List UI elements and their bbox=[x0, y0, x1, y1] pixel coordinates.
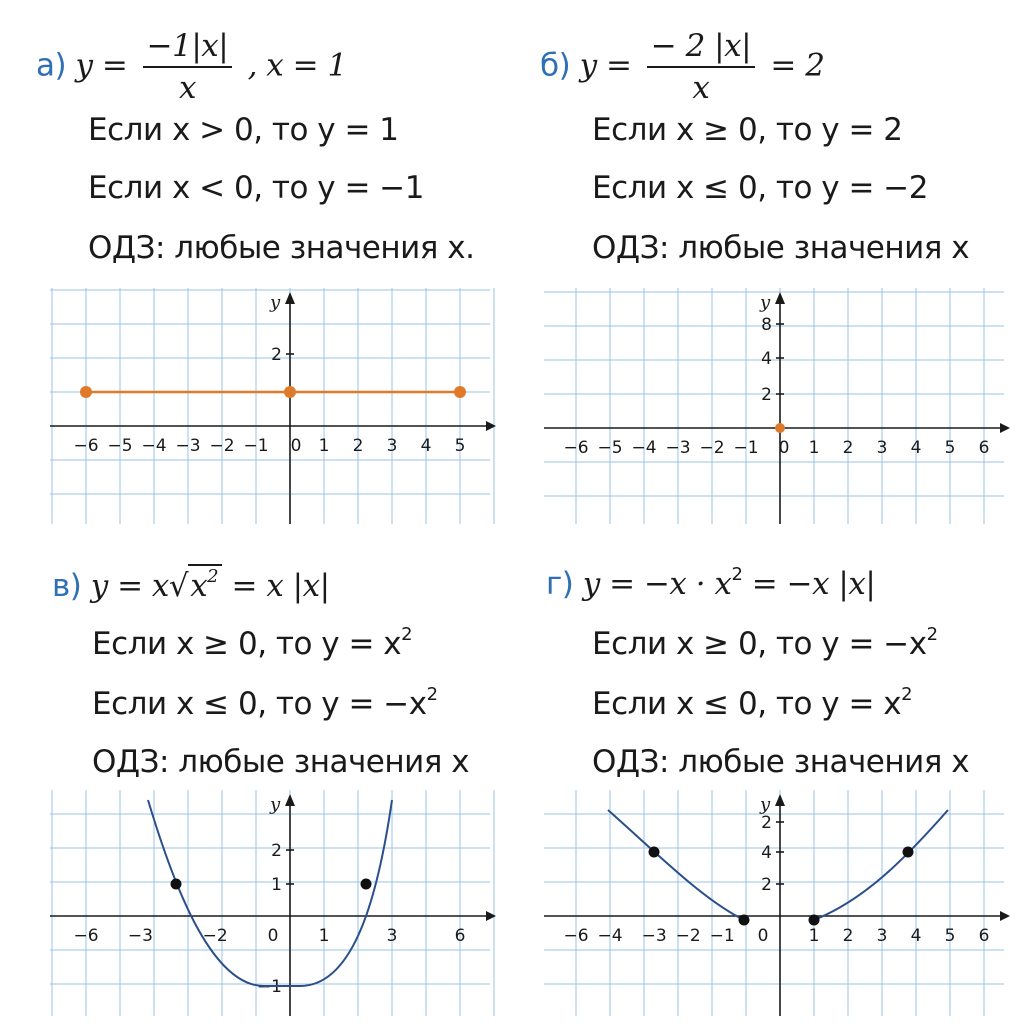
x-tick-label: 1 bbox=[318, 436, 330, 456]
panel-letter: г) bbox=[546, 566, 574, 602]
y-tick-label: 8 bbox=[761, 315, 772, 335]
formula-tail: , x = 1 bbox=[247, 47, 347, 84]
x-tick-label: −4 bbox=[597, 926, 623, 946]
x-tick-label: 2 bbox=[842, 438, 854, 458]
rule-2-text: Если x ≤ 0, то y = x bbox=[592, 686, 902, 722]
y-axis-arrow bbox=[775, 292, 785, 304]
domain-text: ОДЗ: любые значения x bbox=[592, 230, 970, 266]
x-tick-label: 3 bbox=[876, 926, 888, 946]
data-point bbox=[171, 879, 182, 890]
x-tick-label: −4 bbox=[631, 438, 657, 458]
x-tick-label: −2 bbox=[699, 438, 725, 458]
rule-1: Если x > 0, то y = 1 bbox=[88, 112, 399, 148]
x-tick-label: −3 bbox=[641, 926, 667, 946]
rule-1-text: Если x ≥ 0, то y = −x bbox=[592, 626, 927, 662]
x-tick-label: 6 bbox=[978, 438, 990, 458]
x-tick-label: 4 bbox=[420, 436, 432, 456]
formula-exponent: 2 bbox=[731, 564, 743, 585]
domain-text: ОДЗ: любые значения x bbox=[592, 744, 970, 780]
rule-2 bbox=[92, 684, 438, 722]
domain-text: ОДЗ: любые значения x bbox=[92, 744, 470, 780]
y-axis-label: y bbox=[760, 292, 771, 313]
data-point bbox=[739, 915, 750, 926]
rule-2: Если x < 0, то y = −1 bbox=[88, 170, 425, 206]
x-tick-label: 2 bbox=[842, 926, 854, 946]
numerator: −1|x| bbox=[143, 28, 233, 68]
grid bbox=[544, 288, 1004, 524]
panel-letter: в) bbox=[52, 568, 82, 604]
y-axis-arrow bbox=[775, 794, 785, 806]
formula-c bbox=[52, 564, 330, 604]
x-tick-label: −3 bbox=[127, 926, 153, 946]
x-tick-label: 1 bbox=[318, 926, 330, 946]
rule-1-exponent: 2 bbox=[926, 624, 938, 645]
data-point bbox=[649, 847, 660, 858]
x-tick-label: −1 bbox=[733, 438, 759, 458]
x-tick-label: −6 bbox=[563, 926, 589, 946]
x-tick-label: 0 bbox=[757, 926, 769, 946]
y-tick-label: 2 bbox=[761, 875, 772, 895]
formula-lhs: y = bbox=[579, 47, 632, 84]
y-tick-label: 4 bbox=[761, 843, 772, 863]
series-curve-right bbox=[814, 810, 948, 920]
graph-c bbox=[50, 790, 500, 1016]
x-tick-label: −3 bbox=[175, 436, 201, 456]
x-tick-label: 5 bbox=[454, 436, 466, 456]
x-tick-label: 6 bbox=[454, 926, 466, 946]
graph-b bbox=[544, 288, 1014, 524]
rule-1-text: Если x ≥ 0, то y = x bbox=[92, 626, 402, 662]
graph-a bbox=[50, 288, 500, 524]
x-tick-label: 4 bbox=[910, 926, 922, 946]
series-curve-left bbox=[608, 810, 744, 920]
numerator: − 2 |x| bbox=[647, 28, 755, 68]
rule-2 bbox=[592, 684, 912, 722]
y-axis-label: y bbox=[270, 794, 281, 815]
formula-tail: = −x |x| bbox=[742, 566, 876, 602]
y-tick-label: 4 bbox=[761, 349, 772, 369]
x-tick-label: −1 bbox=[709, 926, 735, 946]
formula-lhs: y = bbox=[75, 47, 128, 84]
x-tick-label: −2 bbox=[202, 926, 228, 946]
y-axis-label: y bbox=[270, 292, 281, 313]
sqrt-sign: √ bbox=[168, 568, 189, 604]
x-tick-label: 4 bbox=[910, 438, 922, 458]
x-tick-label: −3 bbox=[665, 438, 691, 458]
data-point bbox=[809, 915, 820, 926]
x-tick-label: 2 bbox=[352, 436, 364, 456]
x-tick-label: −1 bbox=[243, 436, 269, 456]
denominator: x bbox=[692, 70, 710, 106]
x-tick-label: 1 bbox=[808, 438, 820, 458]
data-point bbox=[284, 386, 296, 398]
x-tick-label: 3 bbox=[876, 438, 888, 458]
panel-letter: б) bbox=[540, 47, 571, 84]
x-tick-label: −2 bbox=[675, 926, 701, 946]
panel-letter: а) bbox=[36, 47, 67, 84]
x-axis-arrow bbox=[1000, 423, 1010, 433]
radicand-exponent: 2 bbox=[207, 566, 219, 587]
denominator: x bbox=[178, 70, 196, 106]
x-tick-label: −4 bbox=[141, 436, 167, 456]
formula-tail: = 2 bbox=[770, 47, 825, 84]
x-tick-label: 0 bbox=[778, 438, 790, 458]
x-tick-label: −6 bbox=[563, 438, 589, 458]
x-axis-arrow bbox=[1000, 911, 1010, 921]
data-point bbox=[80, 386, 92, 398]
formula-tail: = x |x| bbox=[231, 568, 330, 604]
formula-b bbox=[540, 28, 824, 106]
grid bbox=[50, 288, 494, 524]
radicand bbox=[188, 564, 222, 604]
domain-text: ОДЗ: любые значения x. bbox=[88, 230, 475, 266]
x-tick-label: 5 bbox=[944, 926, 956, 946]
x-tick-label: −2 bbox=[209, 436, 235, 456]
y-tick-label: 2 bbox=[271, 841, 282, 861]
rule-1: Если x ≥ 0, то y = 2 bbox=[592, 112, 903, 148]
radicand-base: x bbox=[190, 568, 208, 604]
rule-1-exponent: 2 bbox=[401, 624, 413, 645]
x-tick-label: 3 bbox=[386, 436, 398, 456]
x-tick-label: 3 bbox=[386, 926, 398, 946]
rule-2: Если x ≤ 0, то y = −2 bbox=[592, 170, 929, 206]
rule-2-exponent: 2 bbox=[901, 684, 913, 705]
formula-lhs: y = −x · x bbox=[582, 566, 732, 602]
formula-lhs: y = x bbox=[90, 568, 169, 604]
x-tick-label: 1 bbox=[808, 926, 820, 946]
x-tick-label: −6 bbox=[73, 436, 99, 456]
formula-a bbox=[36, 28, 347, 106]
rule-2-exponent: 2 bbox=[426, 684, 438, 705]
formula-d bbox=[546, 564, 875, 602]
x-tick-label: −5 bbox=[597, 438, 623, 458]
y-axis-arrow bbox=[285, 292, 295, 304]
y-tick-label: −1 bbox=[256, 977, 282, 997]
rule-1 bbox=[592, 624, 938, 662]
x-tick-label: 0 bbox=[290, 436, 302, 456]
data-point bbox=[454, 386, 466, 398]
x-tick-label: −5 bbox=[107, 436, 133, 456]
x-tick-label: 0 bbox=[267, 926, 279, 946]
x-tick-label: 6 bbox=[978, 926, 990, 946]
y-tick-label: 2 bbox=[761, 813, 772, 833]
series-curve bbox=[148, 800, 392, 986]
data-point bbox=[903, 847, 914, 858]
y-axis-label: y bbox=[760, 794, 771, 815]
data-point bbox=[775, 423, 785, 433]
data-point bbox=[361, 879, 372, 890]
y-tick-label: 1 bbox=[271, 875, 282, 895]
y-axis-arrow bbox=[285, 794, 295, 806]
x-tick-label: −6 bbox=[73, 926, 99, 946]
x-tick-label: 5 bbox=[944, 438, 956, 458]
fraction bbox=[143, 28, 233, 106]
fraction bbox=[647, 28, 755, 106]
graph-d bbox=[544, 790, 1014, 1016]
rule-2-text: Если x ≤ 0, то y = −x bbox=[92, 686, 427, 722]
y-tick-label: 2 bbox=[761, 385, 772, 405]
y-tick-label: 2 bbox=[271, 345, 282, 365]
rule-1 bbox=[92, 624, 412, 662]
